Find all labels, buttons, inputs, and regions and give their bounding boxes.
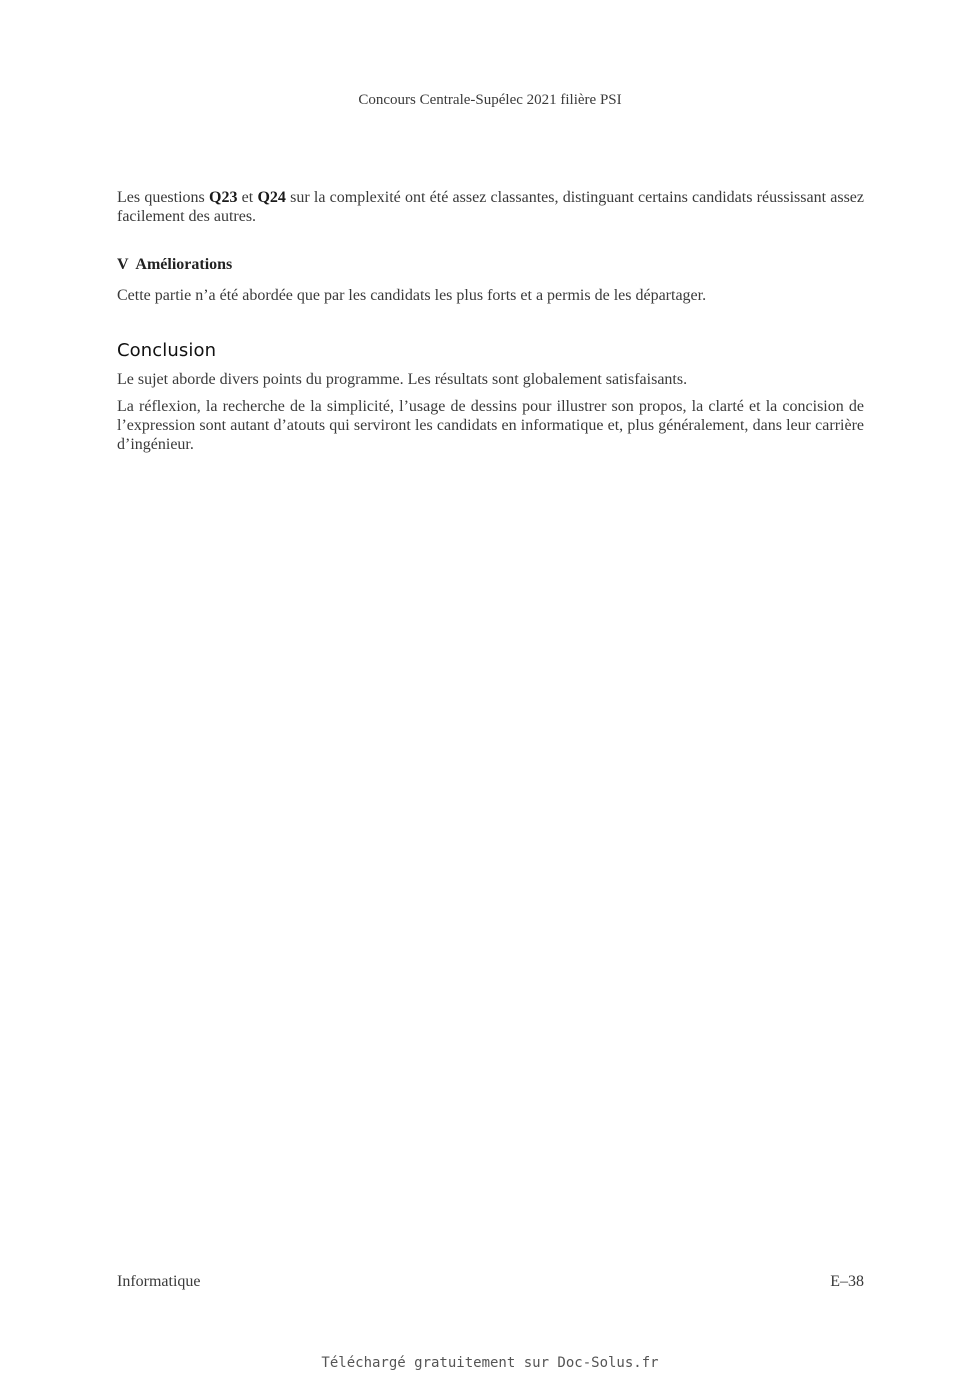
question-ref-q23: Q23 <box>209 189 238 206</box>
conclusion-paragraph-2: La réflexion, la recherche de la simplicité, l’usage de dessins pour illustrer son propos, la clarté et la concision de l’expression sont autant d’atouts qui serviront les candidats en informatique et, plus généralement, dans leur carrière d’ingénieur. <box>117 398 864 453</box>
header-title: Concours Centrale-Supélec 2021 filière PSI <box>358 92 622 108</box>
footer-subject: Informatique <box>117 1273 201 1290</box>
conclusion-paragraph-1: Le sujet aborde divers points du programme. Les résultats sont globalement satisfaisants. <box>117 371 688 388</box>
document-body <box>117 188 864 462</box>
ameliorations-paragraph: Cette partie n’a été abordée que par les candidats les plus forts et a permis de les départager. <box>117 287 707 304</box>
footer-page-number: E–38 <box>830 1273 864 1290</box>
download-watermark: Téléchargé gratuitement sur Doc-Solus.fr <box>321 1355 659 1371</box>
intro-text-2: et <box>237 189 258 206</box>
page-header <box>0 92 980 109</box>
question-ref-q24: Q24 <box>257 189 286 206</box>
section-title-conclusion: Conclusion <box>117 340 217 361</box>
intro-paragraph <box>117 188 864 226</box>
intro-text-3: sur la complexité ont été assez classantes, distinguant certains candidats réussissant assez facilement des autres. <box>117 189 864 225</box>
intro-text-1: Les questions <box>117 189 209 206</box>
subsection-title-ameliorations: V Améliorations <box>117 256 233 273</box>
